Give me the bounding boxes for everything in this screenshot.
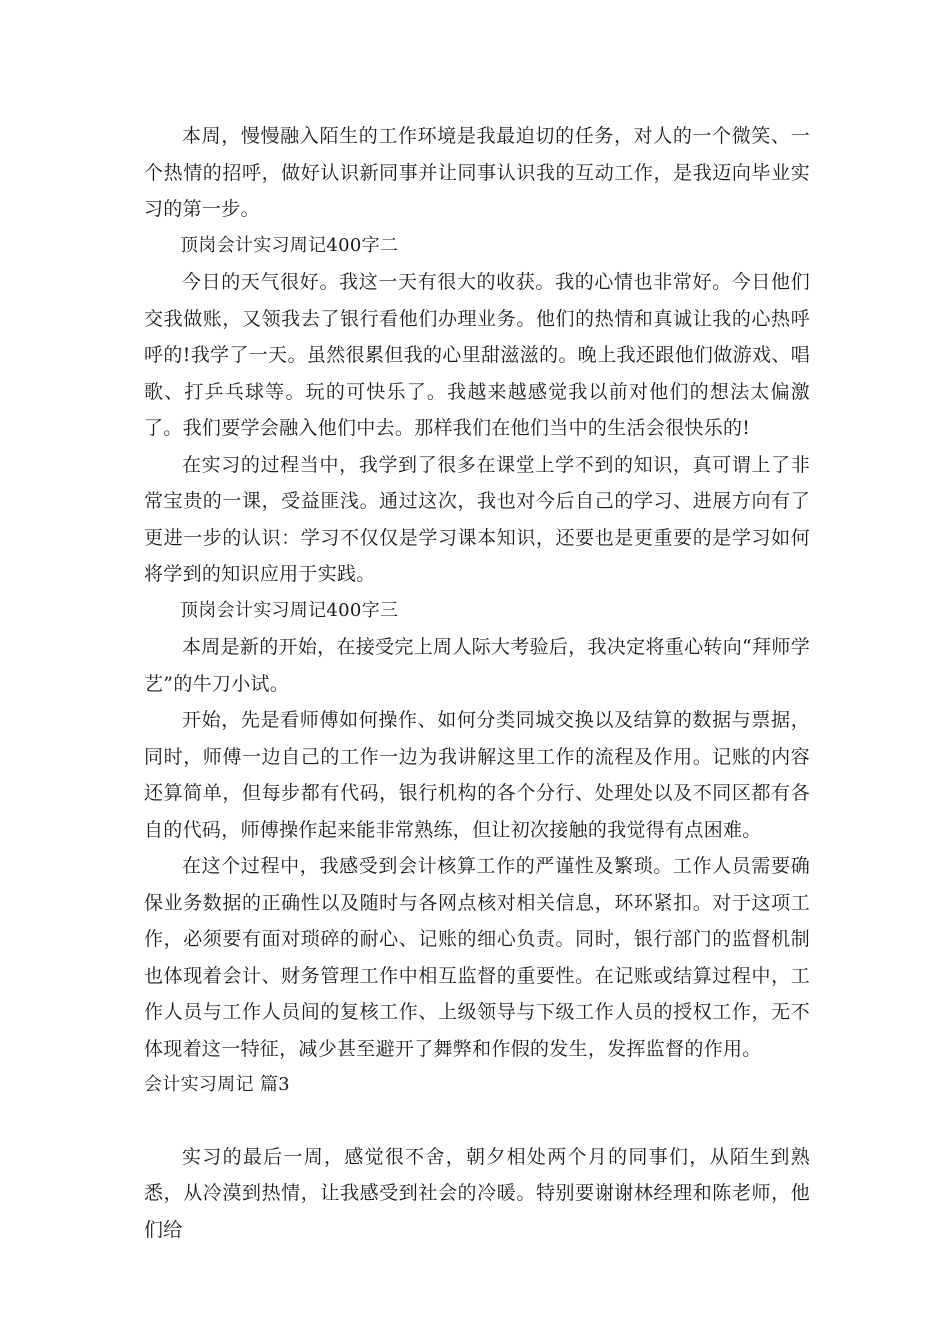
blank-line <box>144 1104 810 1139</box>
subtitle-weekly-journal-two: 顶岗会计实习周记400字二 <box>180 234 399 256</box>
paragraph-learning-process: 在实习的过程当中，我学到了很多在课堂上学不到的知识，真可谓上了非常宝贵的一课，受益匪浅。通过这次，我也对今后自己的学习、进展方向有了更进一步的认识：学习不仅仅是学习课本知识，还要也是更重要的是学习如何将学到的知识应用于实践。 <box>144 453 810 585</box>
section-heading-part-three: 会计实习周记 篇3 <box>144 1074 290 1095</box>
subtitle-weekly-journal-three: 顶岗会计实习周记400字三 <box>180 599 399 621</box>
paragraph-week-intro: 本周，慢慢融入陌生的工作环境是我最迫切的任务，对人的一个微笑、一个热情的招呼，做好认识新同事并让同事认识我的互动工作，是我迈向毕业实习的第一步。 <box>144 125 810 220</box>
paragraph-good-weather: 今日的天气很好。我这一天有很大的收获。我的心情也非常好。今日他们交我做账，又领我去了银行看他们办理业务。他们的热情和真诚让我的心热呼呼的!我学了一天。虽然很累但我的心里甜滋滋的。晚上我还跟他们做游戏、唱歌、打乒乓球等。玩的可快乐了。我越来越感觉我以前对他们的想法太偏激了。我们要学会融入他们中去。那样我们在他们当中的生活会很快乐的! <box>144 271 810 439</box>
paragraph-final-week: 实习的最后一周，感觉很不舍，朝夕相处两个月的同事们，从陌生到熟悉，从冷漠到热情，让我感受到社会的冷暖。特别要谢谢林经理和陈老师，他们给 <box>144 1145 810 1241</box>
paragraph-rigor-of-accounting: 在这个过程中，我感受到会计核算工作的严谨性及繁琐。工作人员需要确保业务数据的正确性以及随时与各网点核对相关信息，环环紧扣。对于这项工作，必须要有面对琐碎的耐心、记账的细心负责。同时，银行部门的监督机制也体现着会计、财务管理工作中相互监督的重要性。在记账或结算过程中，工作人员与工作人员间的复核工作、上级领导与下级工作人员的授权工作，无不体现着这一特征，减少甚至避开了舞弊和作假的发生，发挥监督的作用。 <box>144 855 810 1060</box>
paragraph-watch-master: 开始，先是看师傅如何操作、如何分类同城交换以及结算的数据与票据，同时，师傅一边自己的工作一边为我讲解这里工作的流程及作用。记账的内容还算简单，但每步都有代码，银行机构的各个分行、处理处以及不同区都有各自的代码，师傅操作起来能非常熟练，但让初次接触的我觉得有点困难。 <box>144 709 810 841</box>
paragraph-new-start: 本周是新的开始，在接受完上周人际大考验后，我决定将重心转向“拜师学艺”的牛刀小试。 <box>144 636 810 695</box>
document-body <box>144 118 810 1248</box>
